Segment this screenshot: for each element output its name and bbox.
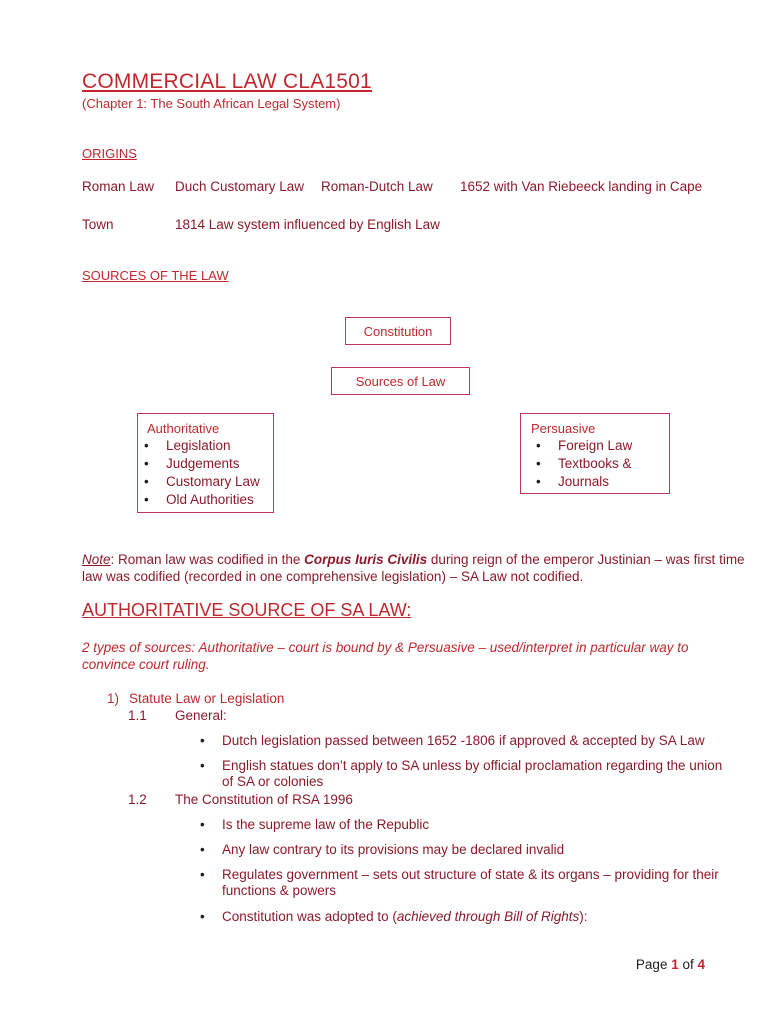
list-item: • Judgements [140, 455, 260, 473]
list-item: • Foreign Law [532, 437, 632, 455]
persuasive-box [520, 413, 670, 494]
intro-line-2: convince court ruling. [82, 657, 210, 672]
sub2-bullets-1 [196, 816, 429, 834]
sub2-bullets-3 [196, 866, 719, 884]
note-line-2: law was codified (recorded in one comprehensive legislation) – SA Law not codified. [82, 569, 584, 584]
origins-town: Town [82, 217, 114, 232]
constitution-adopted-text: Constitution was adopted to ( [222, 909, 397, 924]
list-item: • English statues don’t apply to SA unless by official proclamation regarding the union [196, 757, 722, 775]
page-number: 1 [671, 957, 679, 972]
authoritative-box [137, 413, 274, 513]
note-text-2: during reign of the emperor Justinian – was first time [427, 552, 745, 567]
sub2-bullets-4 [196, 908, 587, 926]
list-item [196, 908, 587, 926]
origins-heading: ORIGINS [82, 146, 137, 161]
sources-of-law-box [331, 367, 470, 395]
sub1-bullets [196, 732, 705, 750]
sub1-bullets-2 [196, 757, 722, 775]
note-text-1: : Roman law was codified in the [110, 552, 305, 567]
item1-title: Statute Law or Legislation [129, 691, 285, 706]
constitution-label: Constitution [363, 324, 433, 339]
page-label: Page [635, 957, 672, 972]
sub2-title: The Constitution of RSA 1996 [175, 792, 353, 807]
constitution-box [345, 317, 451, 345]
origins-1652-text: 1652 with Van Riebeeck landing in Cape [460, 179, 703, 194]
list-item: • Is the supreme law of the Republic [196, 816, 429, 834]
sub1-number: 1.1 [128, 708, 147, 723]
origins-duch-customary-law: Duch Customary Law [175, 179, 305, 194]
list-item: • Any law contrary to its provisions may be declared invalid [196, 841, 564, 859]
sources-heading: SOURCES OF THE LAW [82, 268, 229, 283]
list-item: • Customary Law [140, 473, 260, 491]
intro-line-1: 2 types of sources: Authoritative – court is bound by & Persuasive – used/interpret in particular way to [82, 640, 689, 655]
origins-roman-law: Roman Law [82, 179, 155, 194]
page-total: 4 [697, 957, 705, 972]
authoritative-list [140, 437, 260, 509]
sub2-number: 1.2 [128, 792, 147, 807]
persuasive-label: Persuasive [531, 421, 596, 436]
list-item: • Old Authorities [140, 491, 260, 509]
list-item: • Dutch legislation passed between 1652 -1806 if approved & accepted by SA Law [196, 732, 705, 750]
page-footer [636, 957, 705, 972]
sub2-bullets-2 [196, 841, 564, 859]
list-item [532, 473, 632, 491]
note-corpus: Corpus Iuris Civilis [304, 552, 428, 567]
persuasive-list [532, 437, 632, 491]
list-item-continuation: Journals [558, 474, 610, 489]
document-title: COMMERCIAL LAW CLA1501 [82, 70, 372, 93]
origins-roman-dutch-law: Roman-Dutch Law [321, 179, 433, 194]
sub1-bullet-continuation: of SA or colonies [222, 774, 324, 789]
of-label: of [678, 957, 698, 972]
note-label: Note [82, 552, 111, 567]
item1-number: 1) [107, 691, 120, 706]
list-item: • Legislation [140, 437, 260, 455]
authoritative-label: Authoritative [147, 421, 220, 436]
note-line-1 [82, 552, 745, 567]
list-item: • Regulates government – sets out structure of state & its organs – providing for their [196, 866, 719, 884]
list-item: • Textbooks & [532, 455, 632, 473]
sources-of-law-label: Sources of Law [355, 374, 446, 389]
closing-paren-text: ): [579, 909, 588, 924]
sub2-bullet-continuation: functions & powers [222, 883, 337, 898]
document-subtitle: (Chapter 1: The South African Legal System) [82, 96, 341, 111]
authoritative-section-heading: AUTHORITATIVE SOURCE OF SA LAW: [82, 600, 412, 620]
origins-1814-text: 1814 Law system influenced by English Law [175, 217, 440, 232]
sub1-title: General: [175, 708, 227, 723]
bill-of-rights-text: achieved through Bill of Rights [396, 909, 580, 924]
